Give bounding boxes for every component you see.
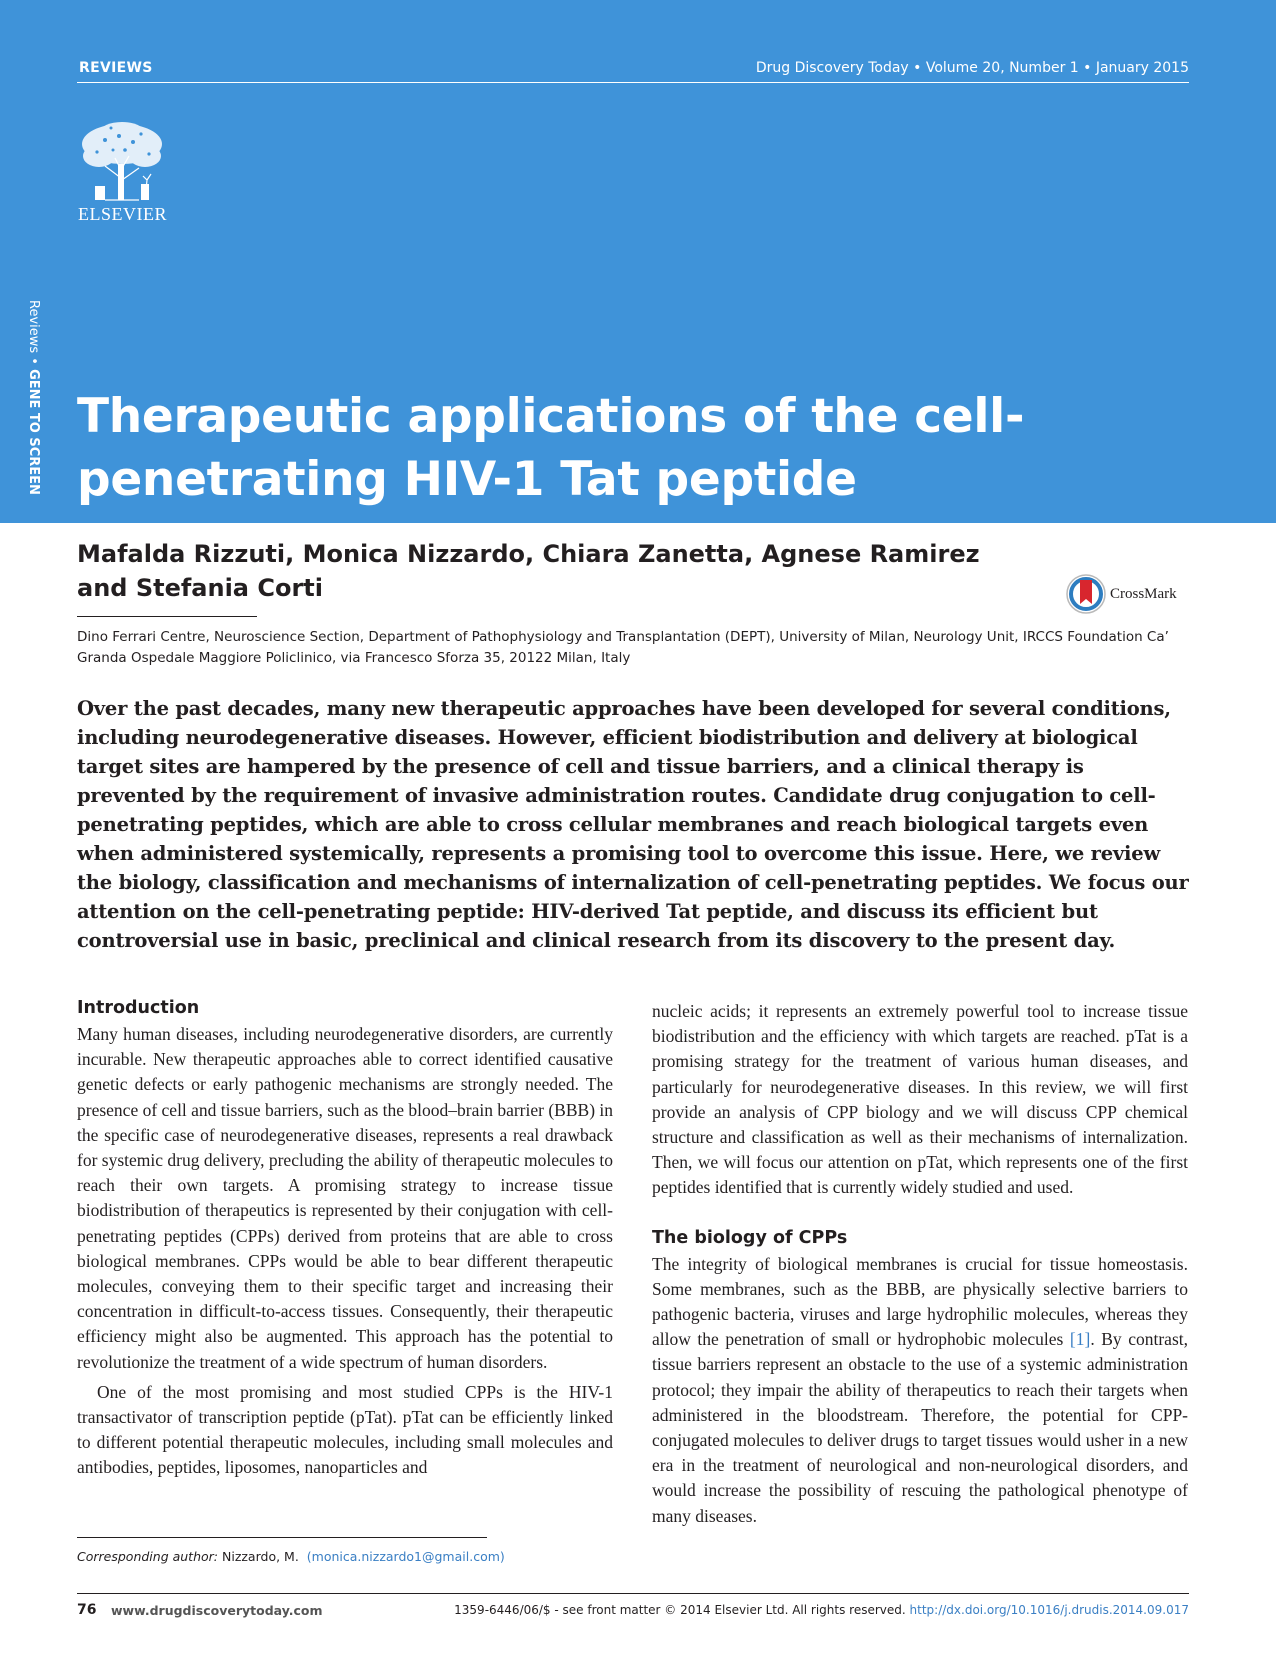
running-header-journal: Drug Discovery Today • Volume 20, Number 1 • January 2015 bbox=[755, 60, 1189, 76]
footnote-author: Nizzardo, M. bbox=[218, 1549, 299, 1564]
author-email-link[interactable]: (monica.nizzardo1@gmail.com) bbox=[306, 1549, 505, 1564]
author-affiliation: Dino Ferrari Centre, Neuroscience Section, Department of Pathophysiology and Transplantation (DEPT), University of Milan, Neurology Unit, IRCCS Foundation Ca’ Granda Ospedale Maggiore Policlinico, via Francesco Sforza 35, 20122 Milan, Italy bbox=[77, 629, 1169, 666]
article-title: Therapeutic applications of the cell-penetrating HIV-1 Tat peptide bbox=[77, 389, 1025, 507]
reference-link-1[interactable]: [1] bbox=[1069, 1329, 1091, 1350]
introduction-heading: Introduction bbox=[77, 998, 200, 1018]
crossmark-badge[interactable] bbox=[1066, 574, 1177, 614]
intro-paragraph-2-continued: nucleic acids; it represents an extremely powerful tool to increase tissue biodistribution and the efficiency with which targets are reached. pTat is a promising strategy for the treatment of various human diseases, and particularly for neurodegenerative diseases. In this review, we will first provide an analysis of CPP biology and we will discuss CPP chemical structure and classification as well as their mechanisms of internalization. Then, we will focus our attention on pTat, which represents one of the first peptides identified that is currently widely studied and used. bbox=[652, 1001, 1188, 1198]
footnote-label: Corresponding author: bbox=[77, 1549, 219, 1564]
section-gap bbox=[652, 1201, 1188, 1226]
crossmark-icon bbox=[1066, 574, 1106, 614]
copyright-line bbox=[454, 1603, 1189, 1617]
author-list: Mafalda Rizzuti, Monica Nizzardo, Chiara Zanetta, Agnese Ramirez and Stefania Corti bbox=[77, 540, 980, 602]
abstract: Over the past decades, many new therapeutic approaches have been developed for several conditions, including neurodegenerative diseases. However, efficient biodistribution and delivery at biological target sites are hampered by the presence of cell and tissue barriers, and a clinical therapy is prevented by the requirement of invasive administration routes. Candidate drug conjugation to cell-penetrating peptides, which are able to cross cellular membranes and reach biological targets even when administered systemically, represents a promising tool to overcome this issue. Here, we review the biology, classification and mechanisms of internalization of cell-penetrating peptides. We focus our attention on the cell-penetrating peptide: HIV-derived Tat peptide, and discuss its efficient but controversial use in basic, preclinical and clinical research from its discovery to the present day. bbox=[77, 697, 1189, 952]
biology-text-b: . By contrast, tissue barriers represent an obstacle to the use of a systemic administration protocol; they impair the ability of therapeutics to reach their targets when administered in the bloodstream. Therefore, the potential for CPP-conjugated molecules to deliver drugs to target tissues would usher in a new era in the treatment of neurological and non-neurological disorders, and would increase the possibility of rescuing the pathological phenotype of many diseases. bbox=[652, 1329, 1188, 1526]
journal-website[interactable]: www.drugdiscoverytoday.com bbox=[111, 1603, 323, 1618]
elsevier-tree-icon bbox=[75, 120, 170, 204]
running-header-section: REVIEWS bbox=[79, 60, 153, 76]
footer-rule bbox=[77, 1593, 1189, 1594]
header-rule bbox=[77, 82, 1189, 83]
side-tab-section: GENE TO SCREEN bbox=[26, 369, 41, 495]
side-tab-prefix: Reviews • bbox=[26, 300, 41, 370]
biology-paragraph-1 bbox=[652, 1252, 1188, 1529]
elsevier-wordmark: ELSEVIER bbox=[78, 204, 167, 224]
page-number: 76 bbox=[77, 1602, 97, 1618]
authors-rule bbox=[77, 616, 257, 617]
left-column bbox=[77, 996, 613, 1481]
intro-paragraph-2: One of the most promising and most studied CPPs is the HIV-1 transactivator of transcription peptide (pTat). pTat can be efficiently linked to different potential therapeutic molecules, including small molecules and antibodies, peptides, liposomes, nanoparticles and bbox=[77, 1381, 613, 1478]
corresponding-author-note bbox=[77, 1549, 505, 1564]
right-column bbox=[652, 999, 1188, 1529]
elsevier-logo bbox=[75, 120, 170, 228]
biology-text-a: The integrity of biological membranes is crucial for tissue homeostasis. Some membranes, such as the BBB, are physically selective barriers to pathogenic bacteria, viruses and large hydrophilic molecules, whereas they allow the penetration of small or hydrophobic molecules bbox=[652, 1253, 1188, 1350]
doi-link[interactable]: http://dx.doi.org/10.1016/j.drudis.2014.09.017 bbox=[909, 1603, 1189, 1617]
rights-text: 1359-6446/06/$ - see front matter © 2014 Elsevier Ltd. All rights reserved. bbox=[454, 1603, 910, 1617]
section-side-tab bbox=[26, 300, 41, 495]
crossmark-label: CrossMark bbox=[1110, 585, 1177, 602]
biology-heading: The biology of CPPs bbox=[652, 1227, 848, 1248]
intro-paragraph-1: Many human diseases, including neurodegenerative disorders, are currently incurable. New therapeutic approaches able to correct identified causative genetic defects or early pathogenic mechanisms are strongly needed. The presence of cell and tissue barriers, such as the blood–brain barrier (BBB) in the specific case of neurodegenerative diseases, represents a real drawback for systemic drug delivery, precluding the ability of therapeutic molecules to reach their own targets. A promising strategy to increase tissue biodistribution of therapeutics is represented by their conjugation with cell-penetrating peptides (CPPs) derived from proteins that are able to cross biological membranes. CPPs would be able to bear different therapeutic molecules, conveying them to their specific target and increasing their concentration in difficult-to-access tissues. Consequently, their therapeutic efficiency might also be augmented. This approach has the potential to revolutionize the treatment of a wide spectrum of human disorders. bbox=[77, 1024, 614, 1372]
title-banner bbox=[0, 0, 1276, 523]
footnote-rule bbox=[77, 1537, 487, 1538]
